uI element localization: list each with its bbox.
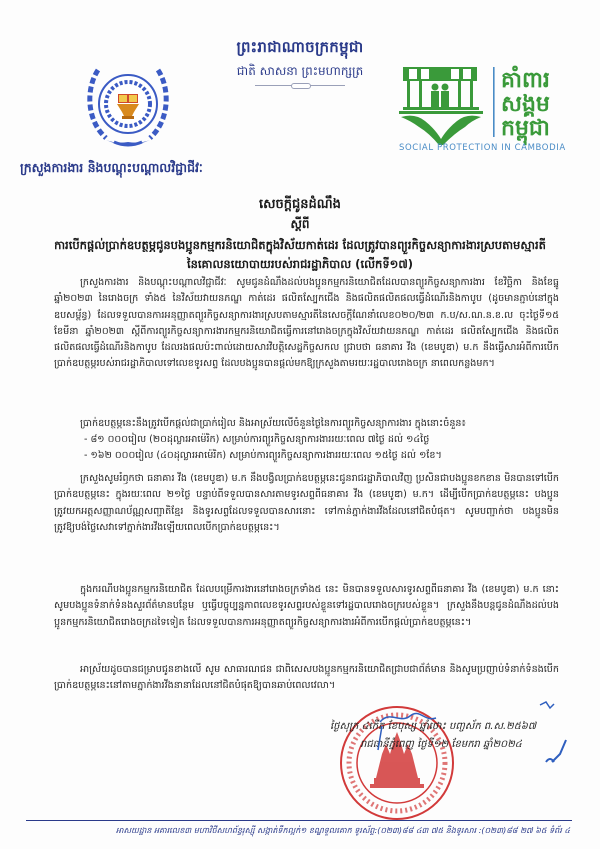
social-protection-caption: SOCIAL PROTECTION IN CAMBODIA <box>399 143 566 153</box>
list-item-amount-1: - ៨១ ០០០រៀល (២០ដុល្លារអាម៉េរិក) សម្រាប់ការព្យួរកិច្ចសន្យាការងាររយៈពេល ៧ថ្ងៃ ដល់ ១៤ថ្ងៃ <box>84 434 430 445</box>
solar-date: រាជធានីភ្នំពេញ ថ្ងៃទី១២ ខែមករា ឆ្នាំ២០២៤ <box>360 739 522 750</box>
national-motto: ជាតិ សាសនា ព្រះមហាក្សត្រ <box>236 64 364 78</box>
svg-text:គាំពារ: គាំពារ <box>501 68 550 93</box>
ministry-name: ក្រសួងការងារ និងបណ្តុះបណ្តាលវិជ្ជាជីវៈ <box>20 160 203 175</box>
paragraph-reminder: ក្រសួងសូមរំឭកថា ធនាគារ វីង (ខេមបូឌា) ម.ក នឹងបង្វិលប្រាក់ឧបត្ថម្ភនេះជូនរាជរដ្ឋាភិបាលវិញ ប្រសិនជាបងប្អូនខកខាន មិនបានទៅបើកប្រាក់ឧបត្ថម្ភនេះ ក្នុងរយៈពេល ២១ថ្ងៃ បន្ទាប់ពីទទួលបានសារតាមទូរសព្ទពីធនាគារ វីង (ខេមបូឌា) ម.ក។ ដើម្បីបើកប្រាក់ឧបត្ថម្ភនេះ បងប្អូនត្រូវយកអត្តសញ្ញាណប័ណ្ណសញ្ជាតិខ្មែរ និងទូរសព្ទដែលទទួលបានសារនោះ ទៅកាន់ភ្នាក់ងារវីងដែលនៅជិតបំផុត។ សូមបញ្ជាក់ថា បងប្អូនមិនត្រូវឱ្យបង់ថ្លៃសេវាទៅភ្នាក់ងារវីងឡើយពេលបើកប្រាក់ឧបត្ថម្ភនេះ។ <box>54 473 559 533</box>
svg-text:កម្ពុជា: កម្ពុជា <box>501 116 550 141</box>
svg-text:សង្គម: សង្គម <box>501 92 550 117</box>
notice-title: សេចក្តីជូនដំណឹង <box>259 197 341 212</box>
list-item-amount-2: - ១៦២ ០០០រៀល (៤០ដុល្លារអាម៉េរិក) សម្រាប់ការព្យួរកិច្ចសន្យាការងាររយៈពេល ១៥ថ្ងៃ ដល់ ១ខែ។ <box>84 450 442 461</box>
signature-icon <box>340 700 570 770</box>
paragraph-amounts-intro: ប្រាក់ឧបត្ថម្ភនេះនឹងត្រូវបើកផ្តល់ជាប្រាក់រៀល និងអាស្រ័យលើចំនួនថ្ងៃនៃការព្យួរកិច្ចសន្យាការងារ ក្នុងនោះចំនួន៖ <box>80 418 466 429</box>
kingdom-title: ព្រះរាជាណាចក្រកម្ពុជា <box>236 38 364 56</box>
kingdom-heading <box>200 38 400 88</box>
paragraph-closing: អាស្រ័យដូចបានជម្រាបជូនខាងលើ សូម សាធារណជន ជាពិសេសបងប្អូនកម្មករនិយោជិតជ្រាបជាព័ត៌មាន និងសូមប្រញាប់ទំនាក់ទំនងបើកប្រាក់ឧបត្ថម្ភនេះនៅតាមភ្នាក់ងារវីងនានាដែលនៅជិតបំផុតឱ្យបានឆាប់ពេលវេលា។ <box>54 664 559 692</box>
footer-divider <box>26 820 572 821</box>
lunar-date: ថ្ងៃសុក្រ ៤កើត ខែបុស្ស ឆ្នាំថោះ បញ្ចស័ក ព.ស.២៥៦៧ <box>330 721 537 732</box>
ornament-divider <box>255 85 345 88</box>
notice-subject: ការបើកផ្តល់ប្រាក់ឧបត្ថម្ភជូនបងប្អូនកម្មករនិយោជិតក្នុងវិស័យកាត់ដេរ ដែលត្រូវបានព្យួរកិច្ចសន្យាការងារស្របតាមស្មារតីនៃគោលនយោបាយរបស់រាជរដ្ឋាភិបាល (លើកទី១៧) <box>54 238 546 271</box>
ministry-logo-icon <box>80 58 176 154</box>
paragraph-contact: ក្នុងករណីបងប្អូនកម្មករនិយោជិត ដែលបម្រើការងារនៅរោងចក្រទាំង៥ នេះ មិនបានទទួលសារទូរសព្ទពីធនាគារ វីង (ខេមបូឌា) ម.ក នោះសូមបងប្អូនទំនាក់ទំនងសួរព័ត៌មានបន្ថែម ឬធ្វើបច្ចុប្បន្នភាពលេខទូរសព្ទរបស់ខ្លួនទៅរដ្ឋបាលរោងចក្ររបស់ខ្លួន។ ក្រសួងនឹងបន្តជូនដំណឹងដល់បងប្អូនកម្មករនិយោជិតរោងចក្រដទៃទៀត ដែលទទួលបានការអនុញ្ញាតព្យួរកិច្ចសន្យាការងារអំពីការបើកផ្តល់ប្រាក់ឧបត្ថម្ភនេះ។ <box>54 584 559 628</box>
footer-address: អាសយដ្ឋាន អគារលេខ៣ មហាវិថីសហព័ន្ធរុស្ស៊ី សង្កាត់ទឹកល្អក់១ ខណ្ឌទួលគោក ទូរស័ព្ទ:(០២៣)៨៨ ៤៣ ៧៥ និងទូរសារ :(០២៣)៨៨ ២៧ ៦៥ ទំព័រ ៤ <box>115 826 570 835</box>
paragraph-intro: ក្រសួងការងារ និងបណ្តុះបណ្តាលវិជ្ជាជីវៈ សូមជូនដំណឹងដល់បងប្អូនកម្មករនិយោជិតដែលបានព្យួរកិច្ចសន្យាការងារ ខែវិច្ឆិកា និងខែធ្នូ ឆ្នាំ២០២៣ នៃរោងចក្រ ទាំង៥ នៃវិស័យវាយនភណ្ឌ កាត់ដេរ ផលិតស្បែកជើង និងផលិតផលិតផលធ្វើដំណើរនិងកាបូប (ដូចមានភ្ជាប់នៅក្នុងឧបសម្ព័ន្ធ) ដែលទទួលបានការអនុញ្ញាតព្យួរកិច្ចសន្យាការងារស្របតាមស្មារតីនៃសេចក្តីណែនាំលេខ០២០/២៣ ក.ប/ស.ណ.ន.ខ.ល ចុះថ្ងៃទី១៥ ខែមីនា ឆ្នាំ២០២៣ ស្តីពីការព្យួរកិច្ចសន្យាការងារកម្មករនិយោជិតធ្វើការនៅរោងចក្រក្នុងវិស័យវាយនភណ្ឌ កាត់ដេរ ផលិតស្បែកជើង និងផលិតផលិតផលធ្វើដំណើរនិងកាបូប ដែលរងផលប៉ះពាល់ដោយសារវិបត្តិសេដ្ឋកិច្ចសកល ជ្រាបថា ធនាគារ វីង (ខេមបូឌា) ម.ក នឹងធ្វើសារអំពីការបើកប្រាក់ឧបត្ថម្ភរបស់រាជរដ្ឋាភិបាលទៅលេខទូរសព្ទ ដែលបងប្អូនបានផ្តល់មកឱ្យក្រសួងតាមរយៈរដ្ឋបាលរោងចក្រ នាពេលកន្លងមក។ <box>54 277 559 370</box>
about-label: ស្តីពី <box>290 217 310 231</box>
